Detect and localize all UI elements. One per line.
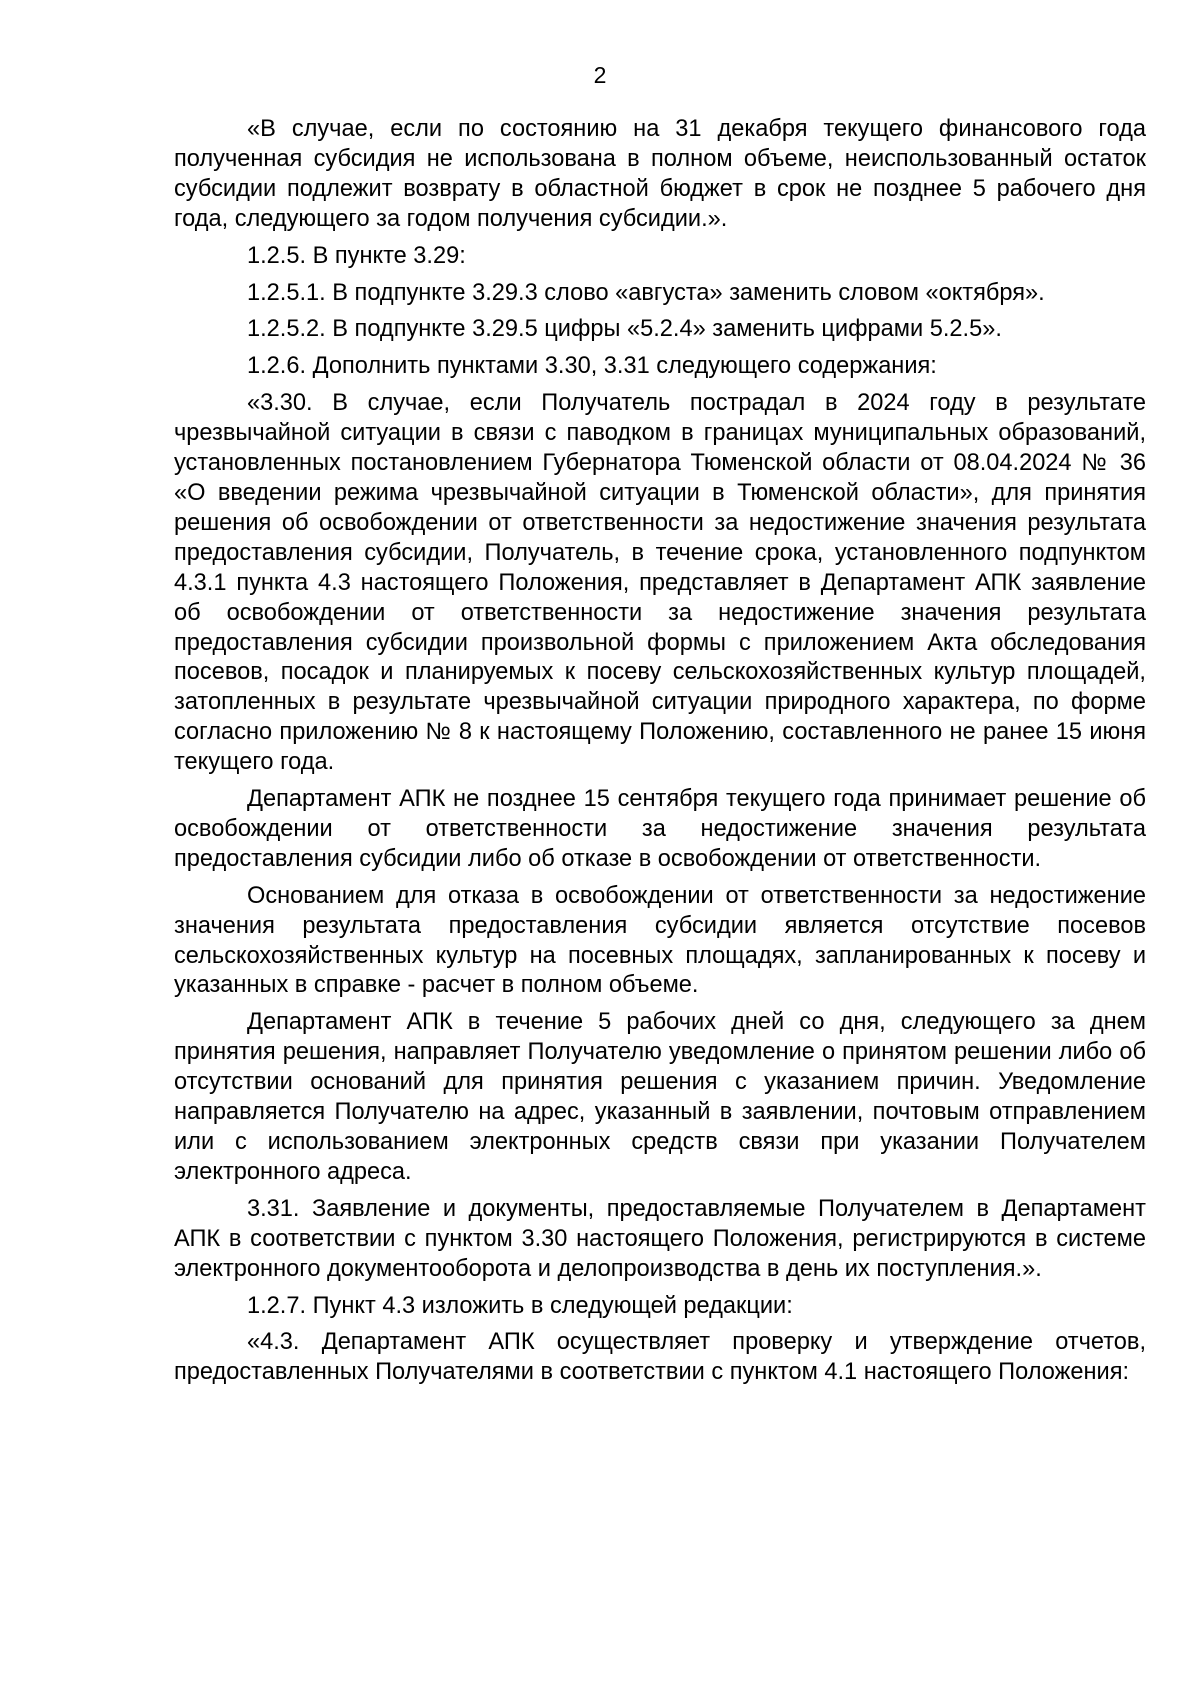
paragraph-4-3: «4.3. Департамент АПК осуществляет проверку и утверждение отчетов, предоставленных Получателями в соответствии с пунктом 4.1 настоящего Положения:: [174, 1329, 1146, 1386]
paragraph-3-30: «3.30. В случае, если Получатель пострадал в 2024 году в результате чрезвычайной ситуации в связи с паводком в границах муниципальных образований, установленных постановлением Губернатора Тюменской области от 08.04.2024 № 36 «О введении режима чрезвычайной ситуации в Тюменской области», для принятия решения об освобождении от ответственности за недостижение значения результата предоставления субсидии, Получатель, в течение срока, установленного подпунктом 4.3.1 пункта 4.3 настоящего Положения, представляет в Департамент АПК заявление об освобождении от ответственности за недостижение значения результата предоставления субсидии произвольной формы с приложением Акта обследования посевов, посадок и планируемых к посеву сельскохозяйственных культур площадей, затопленных в результате чрезвычайной ситуации природного характера, по форме согласно приложению № 8 к настоящему Положению, составленного не ранее 15 июня текущего года.: [174, 390, 1146, 776]
paragraph-3-31: 3.31. Заявление и документы, предоставляемые Получателем в Департамент АПК в соответствии с пунктом 3.30 настоящего Положения, регистрируются в системе электронного документооборота и делопроизводства в день их поступления.».: [174, 1195, 1146, 1282]
paragraph-1-2-6: 1.2.6. Дополнить пунктами 3.30, 3.31 следующего содержания:: [247, 353, 937, 380]
paragraph-refusal-grounds: Основанием для отказа в освобождении от ответственности за недостижение значения результата предоставления субсидии является отсутствие посевов сельскохозяйственных культур на посевных площадях, запланированных к посеву и указанных в справке - расчет в полном объеме.: [174, 882, 1146, 999]
paragraph-subsidy-return: «В случае, если по состоянию на 31 декабря текущего финансового года полученная субсидия не использована в полном объеме, неиспользованный остаток субсидии подлежит возврату в областной бюджет в срок не позднее 5 рабочего дня года, следующего за годом получения субсидии.».: [174, 116, 1146, 232]
paragraph-notification: Департамент АПК в течение 5 рабочих дней со дня, следующего за днем принятия решения, направляет Получателю уведомление о принятом решении либо об отсутствии оснований для принятия решения с указанием причин. Уведомление направляется Получателю на адрес, указанный в заявлении, почтовым отправлением или с использованием электронных средств связи при указании Получателем электронного адреса.: [174, 1009, 1146, 1185]
paragraph-1-2-7: 1.2.7. Пункт 4.3 изложить в следующей редакции:: [247, 1292, 793, 1319]
paragraph-decision-deadline: Департамент АПК не позднее 15 сентября текущего года принимает решение об освобождении от ответственности за недостижение значения результата предоставления субсидии либо об отказе в освобождении от ответственности.: [174, 786, 1146, 872]
document-body: [174, 115, 1146, 1395]
paragraph-1-2-5-2: 1.2.5.2. В подпункте 3.29.5 цифры «5.2.4» заменить цифрами 5.2.5».: [247, 316, 1002, 343]
paragraph-1-2-5: 1.2.5. В пункте 3.29:: [247, 242, 466, 269]
page-number: 2: [593, 62, 607, 88]
paragraph-1-2-5-1: 1.2.5.1. В подпункте 3.29.3 слово «августа» заменить словом «октября».: [247, 279, 1045, 306]
